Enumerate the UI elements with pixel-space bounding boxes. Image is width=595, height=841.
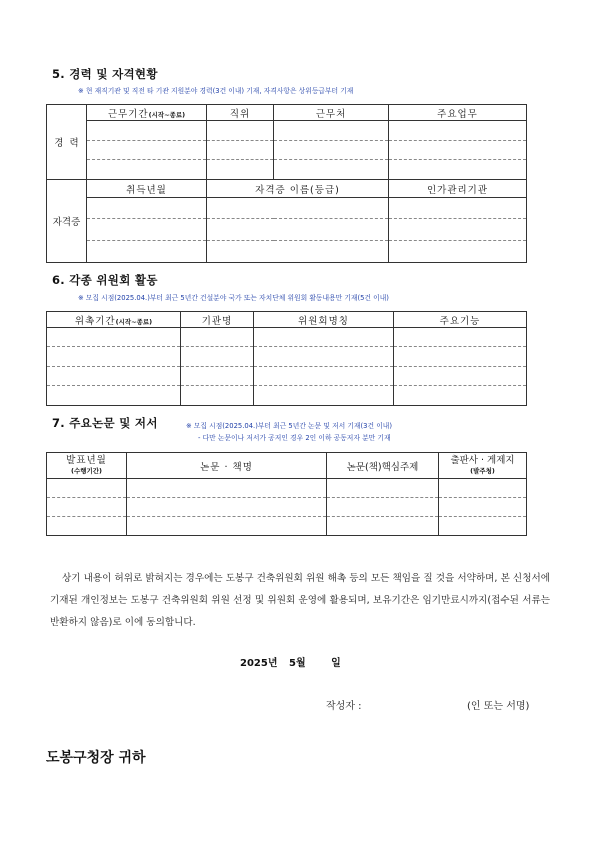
committee-cell[interactable] [181,347,254,367]
signature-label: 작성자 : [326,701,362,712]
committee-cell[interactable] [47,386,181,406]
license-cell[interactable] [207,241,389,263]
career-header-workplace: 근무처 [274,105,389,121]
committee-cell[interactable] [394,386,527,406]
papers-header-title: 논문 · 책명 [127,453,327,479]
career-cell[interactable] [207,160,274,180]
license-header-name: 자격증 이름(등급) [207,180,389,198]
committee-cell[interactable] [394,347,527,367]
date-day: 일 [331,658,341,669]
career-cell[interactable] [389,121,527,141]
section-7-note-1: ※ 모집 시점(2025.04.)부터 최근 5년간 논문 및 저서 기재(3건 이내) [186,422,392,430]
section-6-title: 6. 각종 위원회 활동 [52,273,158,287]
papers-cell[interactable] [439,498,527,517]
committee-header-period: 위촉기간(시작~종료) [47,312,181,328]
committee-cell[interactable] [394,328,527,347]
committee-table [46,311,527,406]
papers-header-topic: 논문(책)핵심주제 [327,453,439,479]
papers-table [46,452,527,536]
section-5-note: ※ 현 재직기관 및 직전 타 기관 지원분야 경력(3건 이내) 기재, 자격사항은 상위등급부터 기재 [78,87,354,95]
papers-cell[interactable] [127,517,327,536]
career-cell[interactable] [274,141,389,160]
papers-cell[interactable] [127,498,327,517]
papers-cell[interactable] [127,479,327,498]
date-line [240,654,341,669]
career-cell[interactable] [207,141,274,160]
declaration-text: 상기 내용이 허위로 밝혀지는 경우에는 도봉구 건축위원회 위원 해촉 등의 모든 책임을 질 것을 서약하며, 본 신청서에 기재된 개인정보는 도봉구 건축위원회 위원 선정 및 위원회 운영에 활용되며, 보유기간은 임기만료시까지(접수된 서류는 반환하지 않음)로 이에 동의합니다. [50,573,550,628]
career-license-table [46,104,527,263]
papers-header-date: 발표년월 (수행기간) [47,453,127,479]
section-6-note: ※ 모집 시점(2025.04.)부터 최근 5년간 건설분야 국가 또는 자치단체 위원회 활동내용만 기재(5건 이내) [78,294,389,302]
career-cell[interactable] [87,141,207,160]
license-cell[interactable] [389,219,527,241]
career-label: 경 력 [47,105,87,180]
committee-cell[interactable] [254,367,394,386]
committee-cell[interactable] [181,328,254,347]
committee-cell[interactable] [254,328,394,347]
papers-cell[interactable] [327,498,439,517]
license-header-date: 취득년월 [87,180,207,198]
committee-cell[interactable] [181,386,254,406]
papers-header-publisher: 출판사 · 게제지 (발주청) [439,453,527,479]
license-label: 자격증 [47,180,87,263]
committee-cell[interactable] [47,367,181,386]
committee-cell[interactable] [254,386,394,406]
career-cell[interactable] [389,141,527,160]
career-header-period: 근무기간(시작~종료) [87,105,207,121]
license-cell[interactable] [207,198,389,219]
career-cell[interactable] [87,121,207,141]
papers-cell[interactable] [47,517,127,536]
date-year: 2025년 [240,658,278,669]
career-header-duties: 주요업무 [389,105,527,121]
papers-cell[interactable] [327,479,439,498]
license-cell[interactable] [389,198,527,219]
license-cell[interactable] [87,198,207,219]
license-cell[interactable] [87,241,207,263]
license-cell[interactable] [207,219,389,241]
committee-cell[interactable] [47,347,181,367]
license-cell[interactable] [87,219,207,241]
career-header-position: 직위 [207,105,274,121]
career-cell[interactable] [274,160,389,180]
license-header-authority: 인가관리기관 [389,180,527,198]
section-5-title: 5. 경력 및 자격현황 [52,67,158,81]
committee-cell[interactable] [394,367,527,386]
papers-cell[interactable] [47,479,127,498]
papers-cell[interactable] [439,479,527,498]
committee-header-org: 기관명 [181,312,254,328]
committee-header-function: 주요기능 [394,312,527,328]
papers-cell[interactable] [439,517,527,536]
career-cell[interactable] [207,121,274,141]
career-cell[interactable] [274,121,389,141]
papers-cell[interactable] [327,517,439,536]
addressee: 도봉구청장 귀하 [46,750,146,766]
license-cell[interactable] [389,241,527,263]
committee-cell[interactable] [181,367,254,386]
section-7-note-2: - 다만 논문이나 저서가 공저인 경우 2인 이하 공동저자 분만 기재 [198,434,391,442]
section-7-title: 7. 주요논문 및 저서 [52,416,158,430]
committee-cell[interactable] [47,328,181,347]
signature-mark[interactable]: (인 또는 서명) [467,701,530,712]
career-cell[interactable] [87,160,207,180]
papers-cell[interactable] [47,498,127,517]
date-month: 5월 [288,658,306,669]
committee-header-name: 위원회명칭 [254,312,394,328]
career-cell[interactable] [389,160,527,180]
committee-cell[interactable] [254,347,394,367]
